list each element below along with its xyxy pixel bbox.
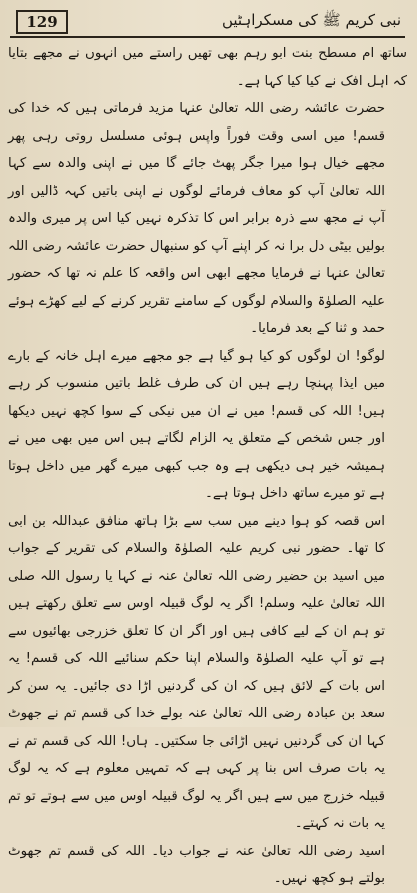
page-body — [8, 40, 407, 893]
page-header — [8, 4, 407, 38]
paragraph-5: اسید رضی اللہ تعالیٰ عنہ نے جواب دیا۔ اللہ کی قسم تم جھوٹ بولتے ہو کچھ نہیں۔ — [8, 843, 385, 886]
paragraph-2: حضرت عائشہ رضی اللہ تعالیٰ عنہا مزید فرماتی ہیں کہ خدا کی قسم! میں اسی وقت فوراً واپس ہوئی مسلسل روتی رہی پھر مجھے خیال ہوا میرا جگر پھٹ جائے گا میں نے اپنی والدہ سے کہا اللہ تعالیٰ آپ کو معاف فرمائے لوگوں نے اپنی باتیں کہہ ڈالیں اور آپ نے مجھ سے ذرہ برابر اس کا تذکرہ نہیں کیا اس پر میری والدہ بولیں بیٹی دل برا نہ کر اپنے آپ کو سنبھال حضرت عائشہ رضی اللہ تعالیٰ عنہا نے فرمایا مجھے ابھی اس واقعہ کا علم نہ تھا کہ حضور علیہ الصلوٰۃ والسلام لوگوں کے سامنے تقریر کرنے کے لیے کھڑے ہوئے حمد و ثنا کے بعد فرمایا۔ — [8, 101, 385, 336]
paragraph-1: ساتھ ام مسطح بنت ابو رہم بھی تھیں راستے میں انہوں نے مجھے بتایا کہ اہل افک نے کیا کیا کہا ہے۔ — [8, 46, 407, 89]
running-title: نبی کریم ﷺ کی مسکراہٹیں — [221, 11, 401, 29]
page-number: 129 — [16, 10, 68, 34]
header-divider — [10, 36, 405, 38]
paragraph-3: لوگو! ان لوگوں کو کیا ہو گیا ہے جو مجھے میرے اہل خانہ کے بارے میں ایذا پہنچا رہے ہیں ان کی طرف غلط باتیں منسوب کر رہے ہیں! اللہ کی قسم! میں نے ان میں نیکی کے سوا کچھ نہیں دیکھا اور جس شخص کے متعلق یہ الزام لگاتے ہیں اس میں بھی میں نے ہمیشہ خیر ہی دیکھی ہے وہ جب کبھی میرے گھر میں داخل ہوتا ہے تو میرے ساتھ داخل ہوتا ہے۔ — [8, 348, 385, 501]
paragraph-4: اس قصہ کو ہوا دینے میں سب سے بڑا ہاتھ منافق عبداللہ بن ابی کا تھا۔ حضور نبی کریم علیہ الصلوٰۃ والسلام کی تقریر کے جواب میں اسید بن حضیر رضی اللہ تعالیٰ عنہ نے کہا یا رسول اللہ صلی اللہ تعالیٰ علیہ وسلم! اگر یہ لوگ قبیلہ اوس سے تعلق رکھتے ہیں تو ہم ان کے لیے کافی ہیں اور اگر ان کا تعلق خزرجی بھائیوں سے ہے تو آپ علیہ الصلوٰۃ والسلام اپنا حکم سنائیے اللہ کی قسم! یہ اس بات کے لائق ہیں کہ ان کی گردنیں اڑا دی جائیں۔ یہ سن کر سعد بن عبادہ رضی اللہ تعالیٰ عنہ بولے خدا کی قسم تم نے جھوٹ کہا ان کی گردنیں نہیں اڑائی جا سکتیں۔ ہاں! اللہ کی قسم تم نے یہ بات صرف اس بنا پر کہی ہے کہ تمہیں معلوم ہے کہ یہ لوگ قبیلہ خزرج میں سے ہیں اگر یہ لوگ قبیلہ اوس میں سے ہوتے تو تم یہ بات نہ کہتے۔ — [8, 513, 385, 831]
